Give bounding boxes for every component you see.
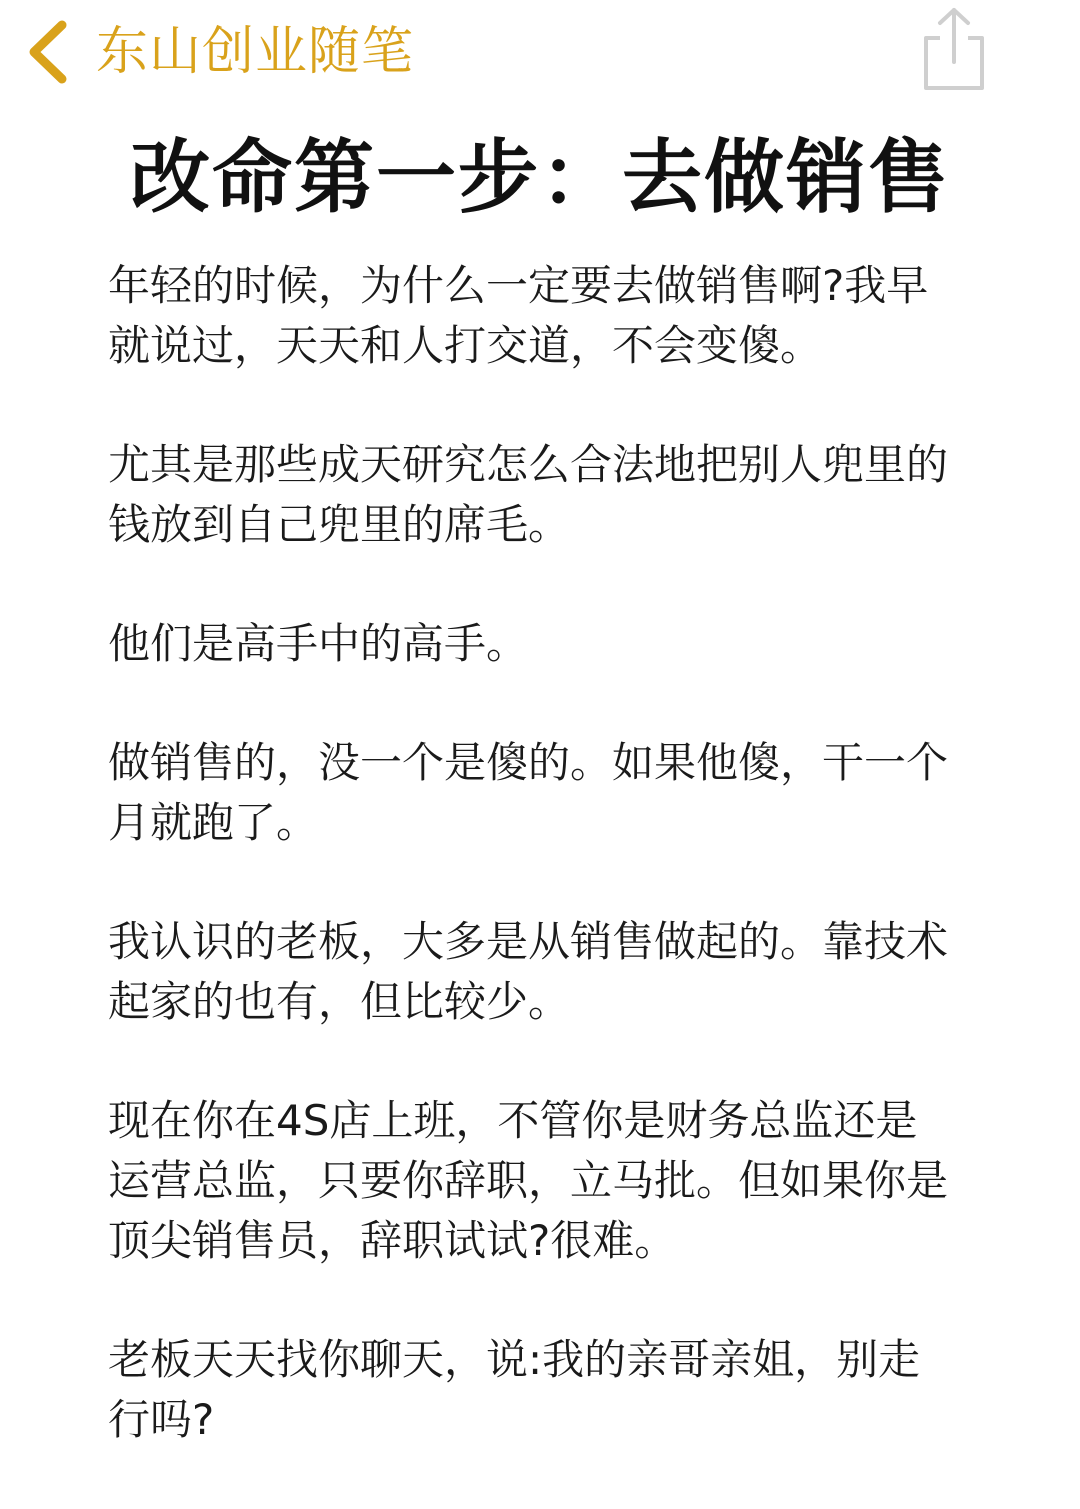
text-line: 他们是高手中的高手。 [108, 619, 529, 668]
text-line: 起家的也有，但比较少。 [108, 977, 571, 1026]
paragraph-5 [108, 912, 988, 1032]
paragraph-6 [108, 1091, 988, 1271]
text-line: 现在你在4S店上班，不管你是财务总监还是 [108, 1096, 918, 1145]
text-line: 顶尖销售员，辞职试试?很难。 [108, 1216, 677, 1265]
text-line: 尤其是那些成天研究怎么合法地把别人兜里的 [108, 440, 949, 489]
text-line: 做销售的，没一个是傻的。如果他傻，干一个 [108, 738, 949, 787]
share-button[interactable] [916, 4, 992, 94]
paragraph-4 [108, 733, 988, 853]
share-icon [916, 4, 992, 94]
text-line: 运营总监，只要你辞职，立马批。但如果你是 [108, 1156, 949, 1205]
back-button[interactable] [22, 12, 414, 92]
note-body[interactable] [108, 256, 988, 1509]
text-line: 钱放到自己兜里的席毛。 [108, 500, 571, 549]
folder-title: 东山创业随笔 [96, 22, 415, 82]
paragraph-2 [108, 435, 988, 555]
text-line: 我认识的老板，大多是从销售做起的。靠技术 [108, 917, 949, 966]
text-line: 行吗? [108, 1395, 215, 1444]
paragraph-1 [108, 256, 988, 376]
note-title: 改命第一步：去做销售 [130, 131, 950, 224]
chevron-left-icon [22, 17, 74, 87]
text-line: 年轻的时候，为什么一定要去做销售啊?我早 [108, 261, 929, 310]
text-line: 就说过，天天和人打交道，不会变傻。 [108, 321, 823, 370]
paragraph-7 [108, 1330, 988, 1450]
text-line: 老板天天找你聊天，说:我的亲哥亲姐，别走 [108, 1335, 921, 1384]
text-line: 月就跑了。 [108, 798, 319, 847]
navigation-bar [0, 0, 1080, 110]
paragraph-3 [108, 614, 988, 674]
